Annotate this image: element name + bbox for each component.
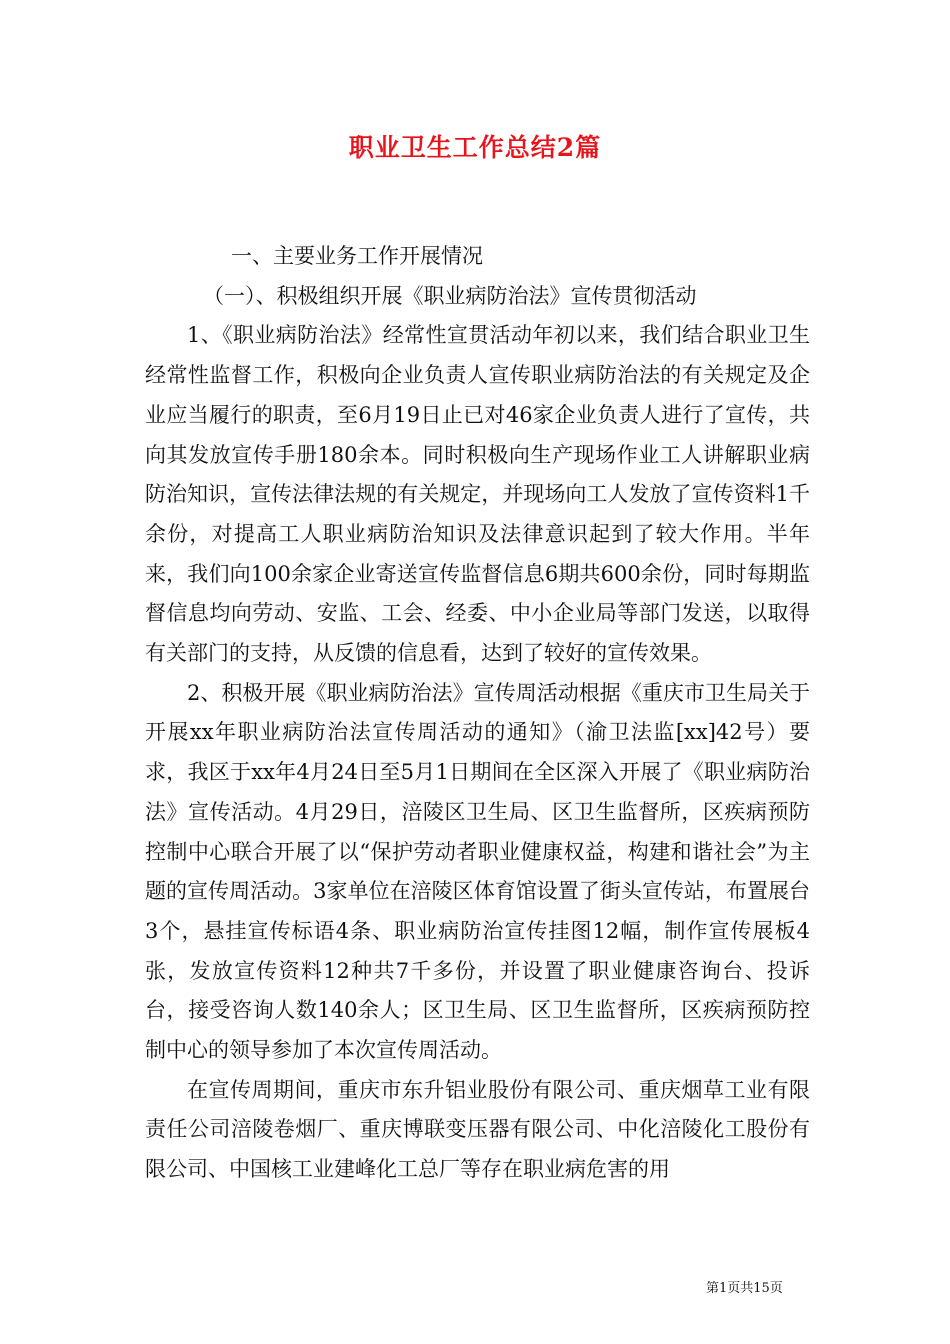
paragraph-3: 在宣传周期间，重庆市东升铝业股份有限公司、重庆烟草工业有限责任公司涪陵卷烟厂、重庆博联变压器有限公司、中化涪陵化工股份有限公司、中国核工业建峰化工总厂等存在职业病危害的用 <box>145 1077 810 1182</box>
paragraph-1: 1、《职业病防治法》经常性宣贯活动年初以来，我们结合职业卫生经常性监督工作，积极向企业负责人宣传职业病防治法的有关规定及企业应当履行的职责，至6月19日止已对46家企业负责人进行了宣传，共向其发放宣传手册180余本。同时积极向生产现场作业工人讲解职业病防治知识，宣传法律法规的有关规定，并现场向工人发放了宣传资料1千余份，对提高工人职业病防治知识及法律意识起到了较大作用。半年来，我们向100余家企业寄送宣传监督信息6期共600余份，同时每期监督信息均向劳动、安监、工会、经委、中小企业局等部门发送，以取得有关部门的支持，从反馈的信息看，达到了较好的宣传效果。 <box>145 323 810 666</box>
page-number-footer: 第1页共15页 <box>706 1281 783 1296</box>
section-heading: 一、主要业务工作开展情况 <box>231 244 483 268</box>
document-body <box>145 237 810 1190</box>
subsection-heading: （一）、积极组织开展《职业病防治法》宣传贯彻活动 <box>203 283 697 308</box>
paragraph-2: 2、积极开展《职业病防治法》宣传周活动根据《重庆市卫生局关于开展xx年职业病防治法宣传周活动的通知》（渝卫法监[xx]42号）要求，我区于xx年4月24日至5月1日期间在全区深入开展了《职业病防治法》宣传活动。4月29日，涪陵区卫生局、区卫生监督所，区疾病预防控制中心联合开展了以“保护劳动者职业健康权益，构建和谐社会”为主题的宣传周活动。3家单位在涪陵区体育馆设置了街头宣传站，布置展台3个，悬挂宣传标语4条、职业病防治宣传挂图12幅，制作宣传展板4张，发放宣传资料12种共7千多份，并设置了职业健康咨询台、投诉台，接受咨询人数140余人；区卫生局、区卫生监督所，区疾病预防控制中心的领导参加了本次宣传周活动。 <box>145 680 810 1063</box>
document-title: 职业卫生工作总结2篇 <box>348 133 602 162</box>
